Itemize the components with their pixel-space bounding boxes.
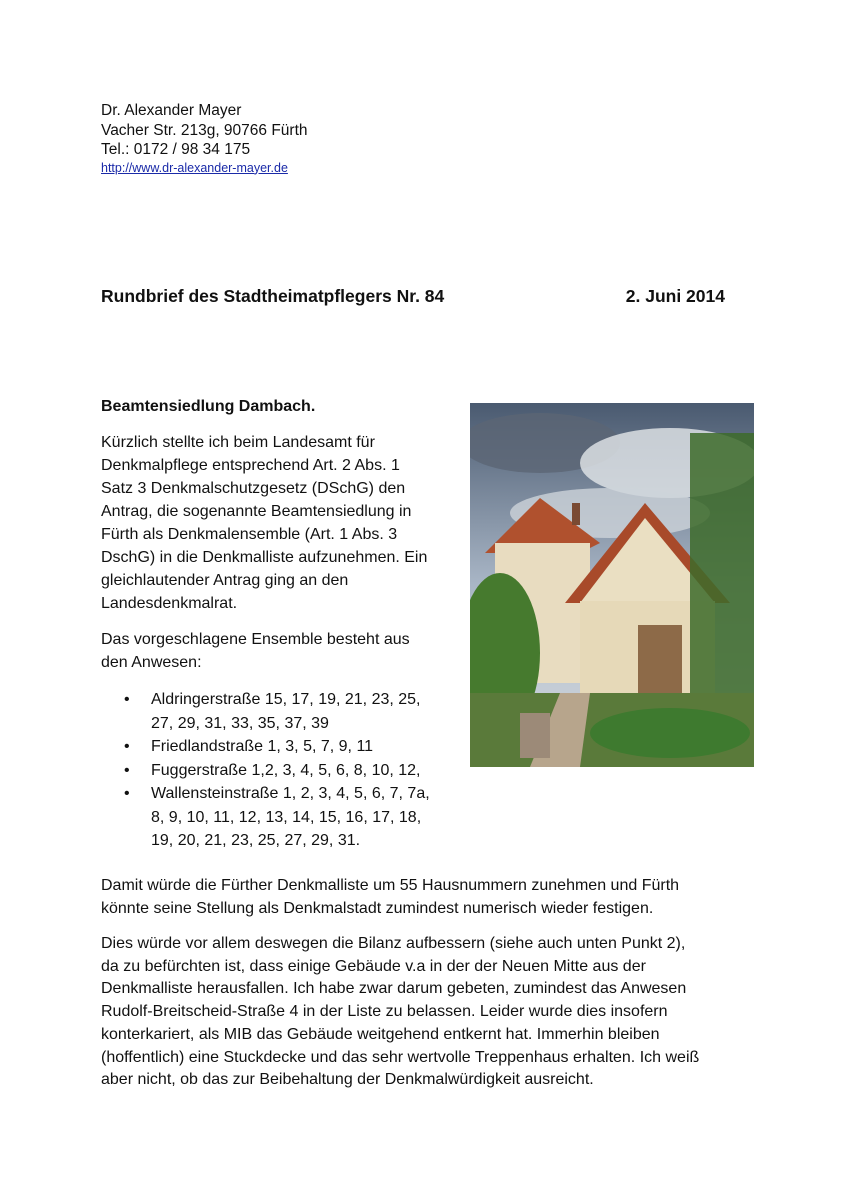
bullet: • — [124, 761, 130, 779]
bullet: • — [124, 691, 130, 708]
paragraph-4 — [101, 933, 699, 1092]
sender-block — [101, 101, 308, 177]
list-item — [101, 688, 430, 735]
text-line: Denkmalliste herausfallen. Ich habe zwar darum gebeten, zumindest das Anwesen — [101, 980, 687, 998]
text-line: 19, 20, 21, 23, 25, 27, 29, 31. — [151, 832, 361, 849]
text-line: Dies würde vor allem deswegen die Bilanz aufbessern (siehe auch unten Punkt 2), — [101, 935, 686, 952]
text-line: (hoffentlich) eine Stuckdecke und das sehr wertvolle Treppenhaus erhalten. Ich weiß — [101, 1048, 700, 1066]
page-title: Rundbrief des Stadtheimatpflegers Nr. 84 — [101, 286, 445, 306]
text-line: Damit würde die Fürther Denkmalliste um 55 Hausnummern zunehmen und Fürth — [101, 877, 680, 894]
text-line: könnte seine Stellung als Denkmalstadt zumindest numerisch wieder festigen. — [101, 900, 654, 917]
sender-phone: Tel.: 0172 / 98 34 175 — [101, 141, 251, 158]
text-line: da zu befürchten ist, dass einige Gebäude v.a in der der Neuen Mitte aus der — [101, 957, 646, 975]
paragraph-2 — [101, 628, 410, 674]
bullet: • — [124, 738, 130, 755]
text-line: Satz 3 Denkmalschutzgesetz (DSchG) den — [101, 480, 406, 497]
paragraph-1 — [101, 431, 427, 615]
text-line: Fuggerstraße 1,2, 3, 4, 5, 6, 8, 10, 12, — [151, 761, 421, 779]
text-line: DschG) in die Denkmalliste aufzunehmen. Ein — [101, 549, 428, 566]
text-line: Rudolf-Breitscheid-Straße 4 in der Liste zu belassen. Leider wurde dies insofern — [101, 1003, 668, 1021]
bullet: • — [124, 785, 130, 802]
text-line: Friedlandstraße 1, 3, 5, 7, 9, 11 — [151, 738, 374, 755]
date: 2. Juni 2014 — [625, 286, 725, 306]
text-line: Aldringerstraße 15, 17, 19, 21, 23, 25, — [151, 691, 421, 708]
list-item — [101, 735, 430, 759]
section-heading: Beamtensiedlung Dambach. — [101, 398, 316, 415]
paragraph-3 — [101, 874, 679, 920]
text-line: Denkmalpflege entsprechend Art. 2 Abs. 1 — [101, 457, 400, 474]
website-link[interactable]: http://www.dr-alexander-mayer.de — [101, 160, 288, 175]
sender-name: Dr. Alexander Mayer — [101, 102, 242, 119]
list-item — [101, 782, 430, 853]
address-list — [101, 688, 430, 853]
text-line: Landesdenkmalrat. — [101, 595, 238, 612]
text-line: Kürzlich stellte ich beim Landesamt für — [101, 434, 375, 451]
list-item — [101, 759, 430, 783]
text-line: Das vorgeschlagene Ensemble besteht aus — [101, 631, 410, 648]
house-photo — [470, 403, 754, 767]
text-line: Wallensteinstraße 1, 2, 3, 4, 5, 6, 7, 7a, — [151, 785, 430, 802]
text-line: Antrag, die sogenannte Beamtensiedlung in — [101, 503, 412, 520]
text-line: gleichlautender Antrag ging an den — [101, 572, 349, 589]
text-line: Fürth als Denkmalensemble (Art. 1 Abs. 3 — [101, 526, 398, 543]
text-line: 27, 29, 31, 33, 35, 37, 39 — [151, 714, 329, 732]
text-line: den Anwesen: — [101, 654, 202, 671]
page-title-row — [101, 286, 725, 307]
text-line: 8, 9, 10, 11, 12, 13, 14, 15, 16, 17, 18, — [151, 808, 422, 826]
text-line: aber nicht, ob das zur Beibehaltung der Denkmalwürdigkeit ausreicht. — [101, 1071, 594, 1089]
sender-address: Vacher Str. 213g, 90766 Fürth — [101, 121, 308, 139]
text-line: konterkariert, als MIB das Gebäude weitgehend entkernt hat. Immerhin bleiben — [101, 1025, 660, 1043]
